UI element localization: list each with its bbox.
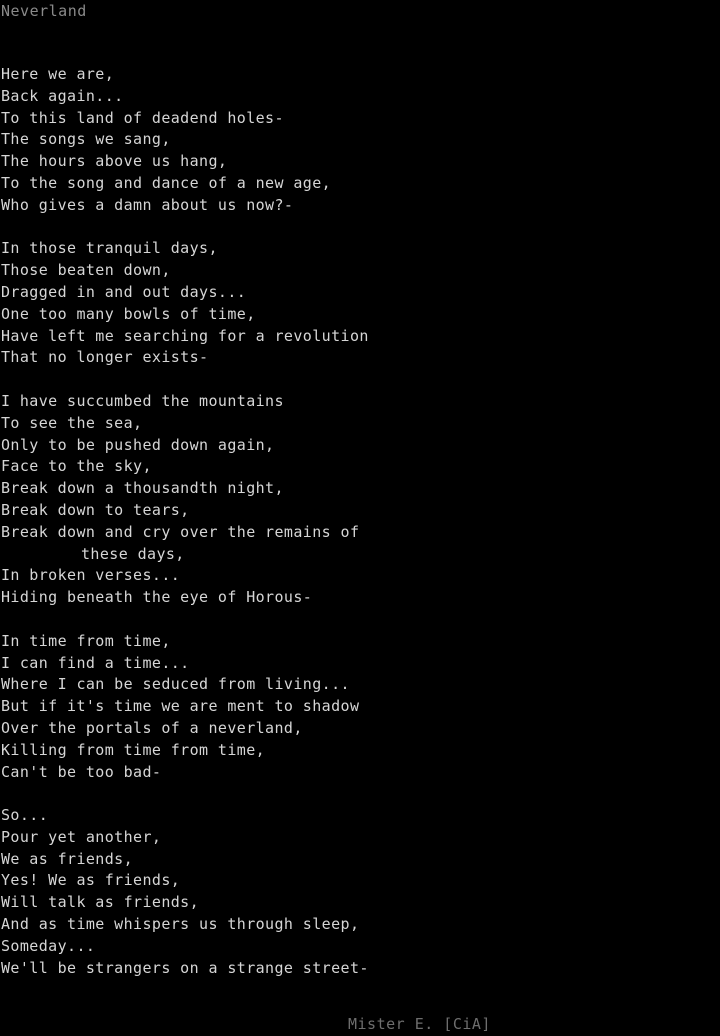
poem-line: Only to be pushed down again, [1, 435, 275, 454]
author-signature: Mister E. [CiA] [348, 1015, 491, 1033]
poem-line: Someday... [1, 936, 96, 955]
poem-line: Break down a thousandth night, [1, 479, 284, 498]
poem-line: I can find a time... [1, 653, 190, 672]
poem-line: Here we are, [1, 65, 115, 83]
poem-line: To see the sea, [1, 413, 143, 432]
poem-line: Those beaten down, [1, 261, 171, 280]
poem-line: In time from time, [1, 631, 171, 650]
poem-line: Will talk as friends, [1, 893, 200, 912]
poem-line: Killing from time from time, [1, 740, 266, 759]
poem-stanza [1, 805, 369, 979]
poem-stanza [1, 631, 369, 784]
poem-line: To this land of deadend holes- [1, 108, 284, 127]
poem-line: Have left me searching for a revolution [1, 326, 369, 345]
poem-line: In those tranquil days, [1, 239, 218, 258]
poem-line: We'll be strangers on a strange street- [1, 958, 369, 977]
poem-line: these days, [81, 544, 185, 563]
poem-line: Back again... [1, 86, 124, 105]
poem-line: One too many bowls of time, [1, 304, 256, 323]
poem-line: But if it's time we are ment to shadow [1, 697, 360, 716]
poem-line: Break down and cry over the remains of [1, 522, 360, 541]
poem-line: Over the portals of a neverland, [1, 718, 303, 737]
poem-line: I have succumbed the mountains [1, 391, 284, 410]
poem-line: Break down to tears, [1, 500, 190, 519]
poem-body [1, 64, 369, 1001]
poem-line: Yes! We as friends, [1, 871, 181, 890]
poem-line: Dragged in and out days... [1, 282, 247, 301]
poem-stanza [1, 238, 369, 369]
poem-line: Who gives a damn about us now?- [1, 195, 294, 214]
poem-line: And as time whispers us through sleep, [1, 915, 360, 934]
poem-line: We as friends, [1, 849, 134, 868]
poem-line: So... [1, 806, 49, 825]
poem-stanza [1, 64, 369, 217]
poem-line: Where I can be seduced from living... [1, 675, 350, 694]
page-title: Neverland [1, 2, 87, 20]
poem-line: In broken verses... [1, 566, 181, 585]
poem-line: Pour yet another, [1, 827, 162, 846]
poem-stanza [1, 391, 369, 609]
poem-line: To the song and dance of a new age, [1, 173, 332, 192]
poem-line: The songs we sang, [1, 130, 171, 149]
poem-line: That no longer exists- [1, 348, 209, 367]
poem-line: Face to the sky, [1, 457, 152, 476]
poem-line: Hiding beneath the eye of Horous- [1, 588, 313, 607]
poem-line: Can't be too bad- [1, 762, 162, 781]
poem-line: The hours above us hang, [1, 152, 228, 171]
